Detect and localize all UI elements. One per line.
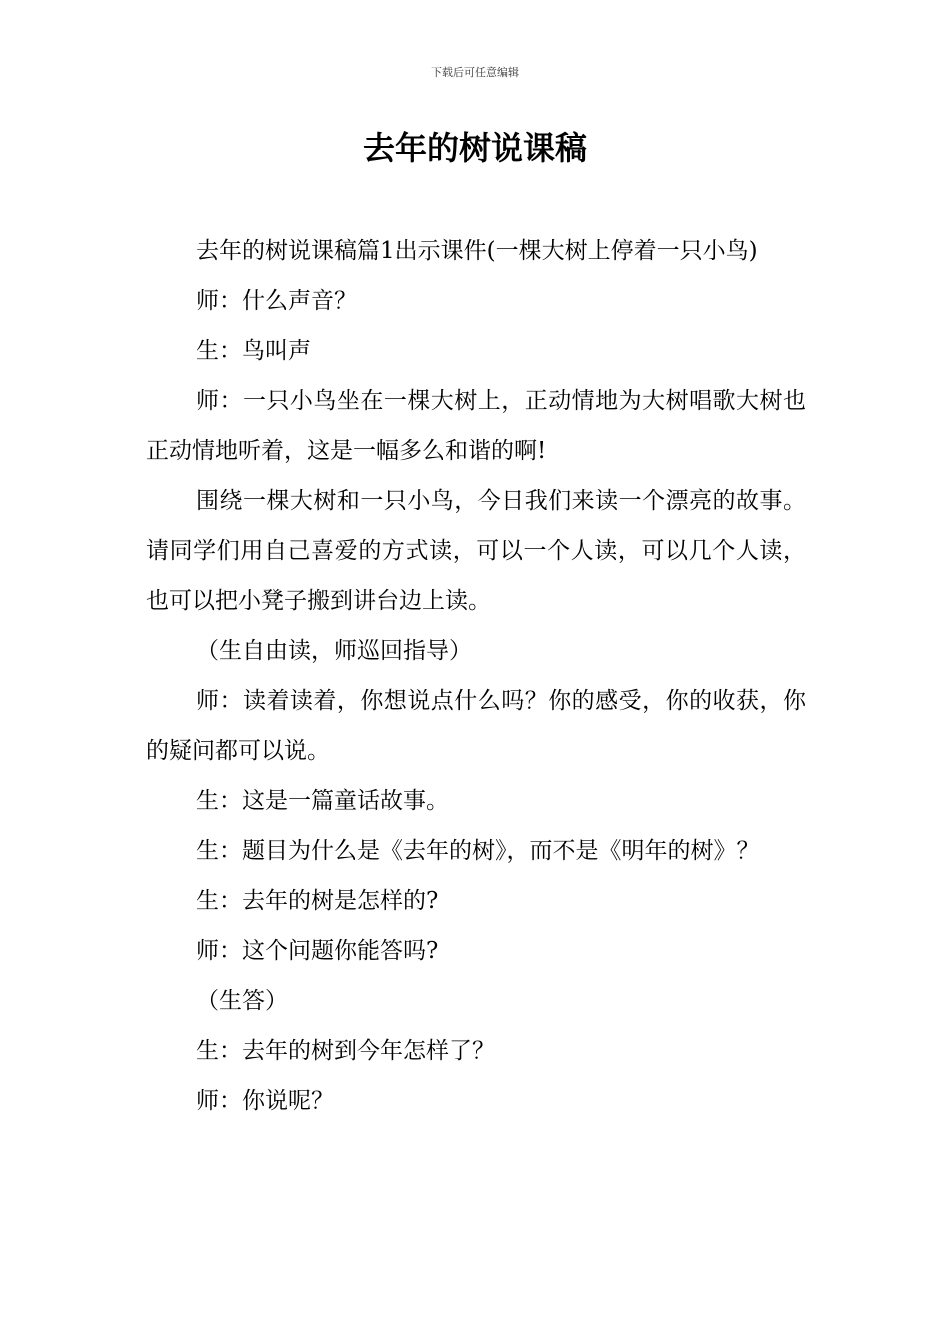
paragraph: 生：题目为什么是《去年的树》，而不是《明年的树》？ [196,838,760,864]
paragraph: 去年的树说课稿篇1出示课件(一棵大树上停着一只小鸟) [196,238,758,264]
paragraph: 围绕一棵大树和一只小鸟，今日我们来读一个漂亮的故事。请同学们用自己喜爱的方式读，可以一个人读，可以几个人读，也可以把小凳子搬到讲台边上读。 [146,488,806,614]
paragraph: 师：你说呢？ [196,1088,334,1114]
header-note: 下载后可任意编辑 [431,66,519,79]
paragraph: 师：这个问题你能答吗? [196,938,439,964]
paragraph: 师：读着读着，你想说点什么吗？你的感受，你的收获，你的疑问都可以说。 [146,688,806,764]
paragraph: 生：鸟叫声 [196,338,311,364]
paragraph: 师：什么声音？ [196,288,357,314]
paragraph: 生：这是一篇童话故事。 [196,788,449,814]
paragraph: 师：一只小鸟坐在一棵大树上，正动情地为大树唱歌大树也正动情地听着，这是一幅多么和谐的啊! [146,388,806,464]
paragraph: （生自由读，师巡回指导） [196,638,472,664]
paragraph: （生答） [196,988,288,1014]
document-title: 去年的树说课稿 [362,129,587,167]
paragraph: 生：去年的树是怎样的? [196,888,439,914]
paragraph: 生：去年的树到今年怎样了？ [196,1038,495,1064]
document-body [146,226,806,1126]
